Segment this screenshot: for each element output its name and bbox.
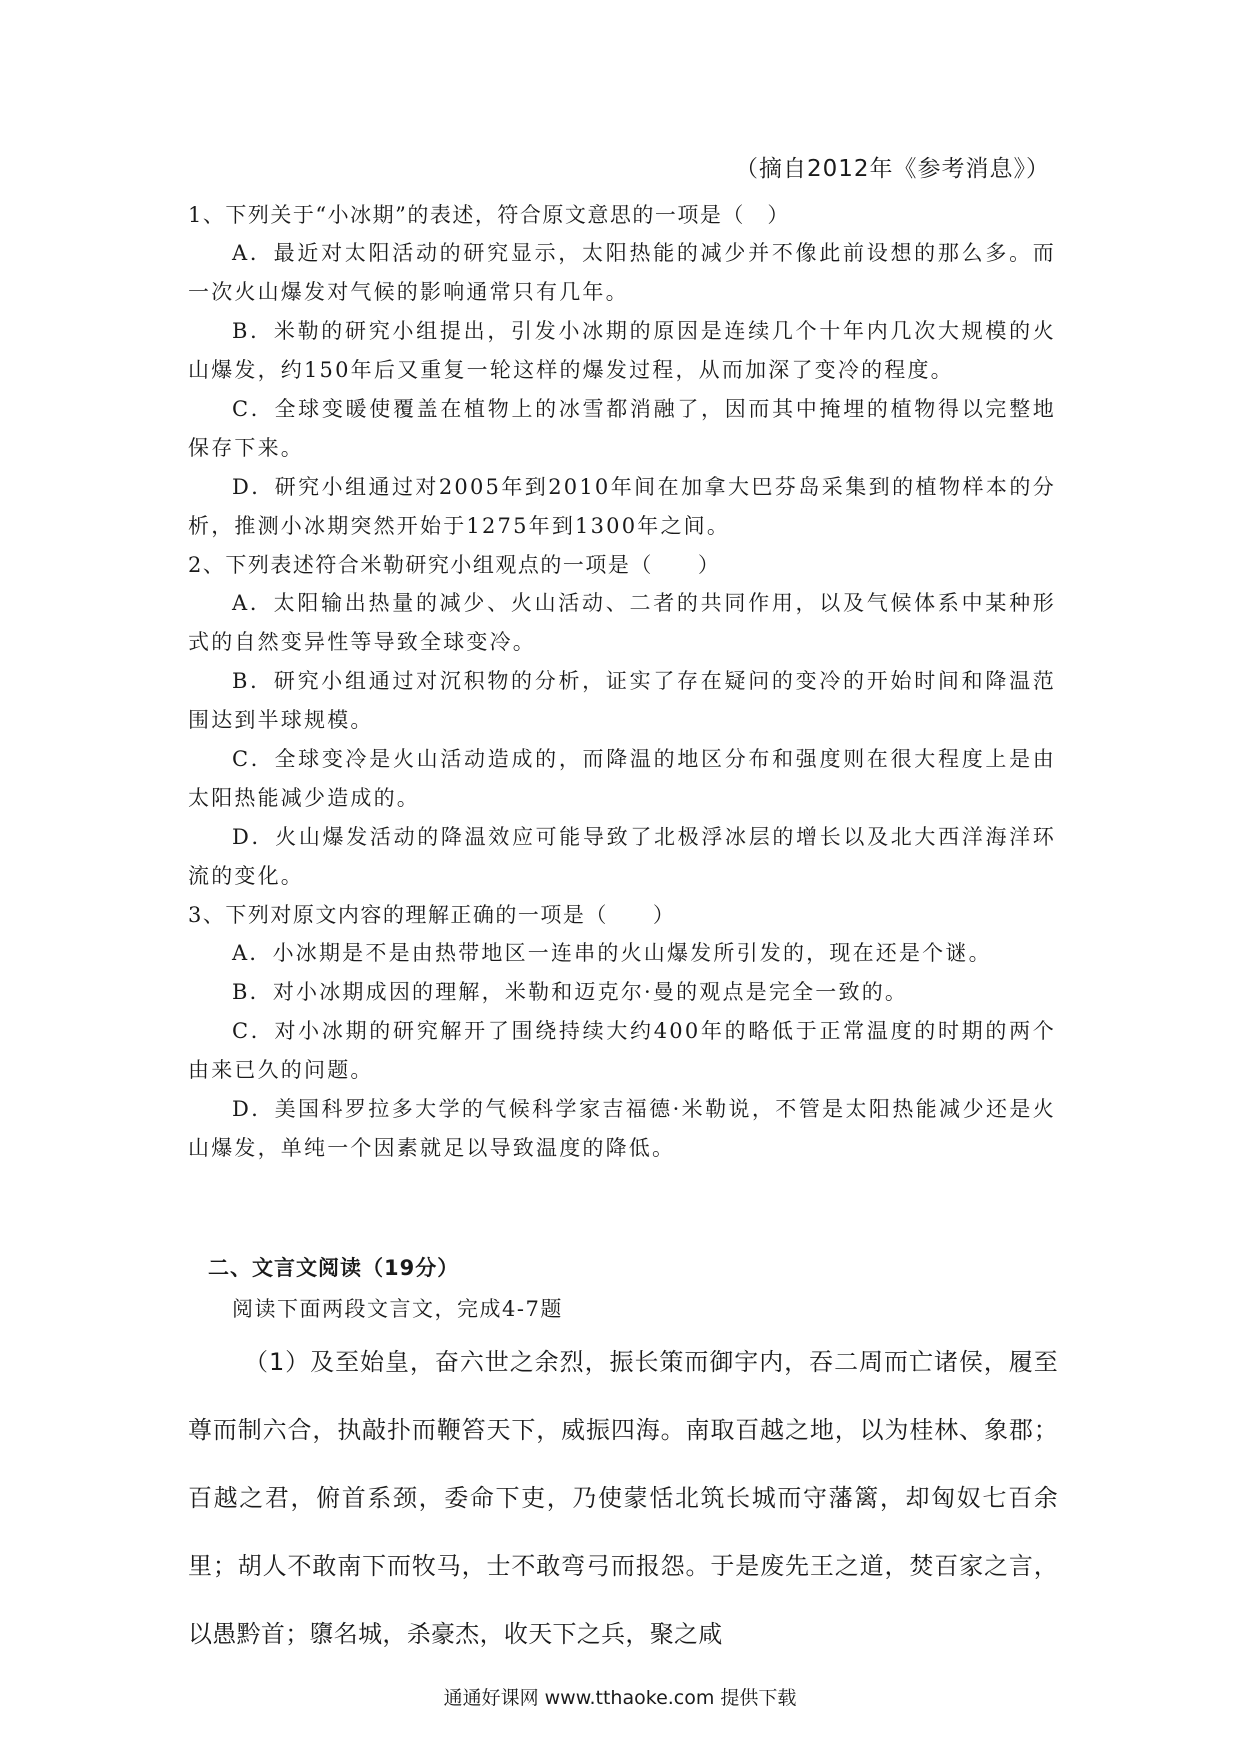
option-d: D．火山爆发活动的降温效应可能导致了北极浮冰层的增长以及北大西洋海洋环流的变化。 [188, 825, 1056, 888]
question-2 [188, 546, 1056, 896]
classical-passage: （1）及至始皇，奋六世之余烈，振长策而御宇内，吞二周而亡诸侯，履至尊而制六合，执敲扑而鞭笞天下，威振四海。南取百越之地，以为桂林、象郡；百越之君，俯首系颈，委命下吏，乃使蒙恬北筑长城而守藩篱，却匈奴七百余里；胡人不敢南下而牧马，士不敢弯弓而报怨。于是废先王之道，焚百家之言，以愚黔首；隳名城，杀豪杰，收天下之兵，聚之咸 [188, 1348, 1058, 1648]
question-stem: 2、下列表述符合米勒研究小组观点的一项是（ ） [188, 553, 721, 577]
option-c: C．对小冰期的研究解开了围绕持续大约400年的略低于正常温度的时期的两个由来已久的问题。 [188, 1019, 1056, 1082]
page-footer: 通通好课网 www.tthaoke.com 提供下载 [443, 1687, 797, 1709]
option-b: B．米勒的研究小组提出，引发小冰期的原因是连续几个十年内几次大规模的火山爆发，约150年后又重复一轮这样的爆发过程，从而加深了变冷的程度。 [188, 319, 1056, 382]
option-b: B．对小冰期成因的理解，米勒和迈克尔·曼的观点是完全一致的。 [232, 980, 909, 1004]
option-b: B．研究小组通过对沉积物的分析，证实了存在疑问的变冷的开始时间和降温范围达到半球规模。 [188, 669, 1056, 732]
source-note: （摘自2012年《参考消息》） [734, 156, 1050, 182]
question-stem: 1、下列关于“小冰期”的表述，符合原文意思的一项是（ ） [188, 203, 790, 227]
option-d: D．研究小组通过对2005年到2010年间在加拿大巴芬岛采集到的植物样本的分析，推测小冰期突然开始于1275年到1300年之间。 [188, 475, 1056, 538]
section-instruction: 阅读下面两段文言文，完成4-7题 [232, 1297, 563, 1321]
question-stem: 3、下列对原文内容的理解正确的一项是（ ） [188, 903, 676, 927]
option-c: C．全球变暖使覆盖在植物上的冰雪都消融了，因而其中掩埋的植物得以完整地保存下来。 [188, 397, 1056, 460]
option-a: A．太阳输出热量的减少、火山活动、二者的共同作用，以及气候体系中某种形式的自然变异性等导致全球变冷。 [188, 591, 1056, 654]
section-title: 二、文言文阅读（19分） [208, 1256, 460, 1280]
questions-section [188, 196, 1056, 1168]
option-c: C．全球变冷是火山活动造成的，而降温的地区分布和强度则在很大程度上是由太阳热能减少造成的。 [188, 747, 1056, 810]
option-d: D．美国科罗拉多大学的气候科学家吉福德·米勒说，不管是太阳热能减少还是火山爆发，单纯一个因素就足以导致温度的降低。 [188, 1097, 1056, 1160]
option-a: A．最近对太阳活动的研究显示，太阳热能的减少并不像此前设想的那么多。而一次火山爆发对气候的影响通常只有几年。 [188, 241, 1056, 304]
option-a: A．小冰期是不是由热带地区一连串的火山爆发所引发的，现在还是个谜。 [232, 941, 992, 965]
question-3 [188, 896, 1056, 1168]
question-1 [188, 196, 1056, 546]
